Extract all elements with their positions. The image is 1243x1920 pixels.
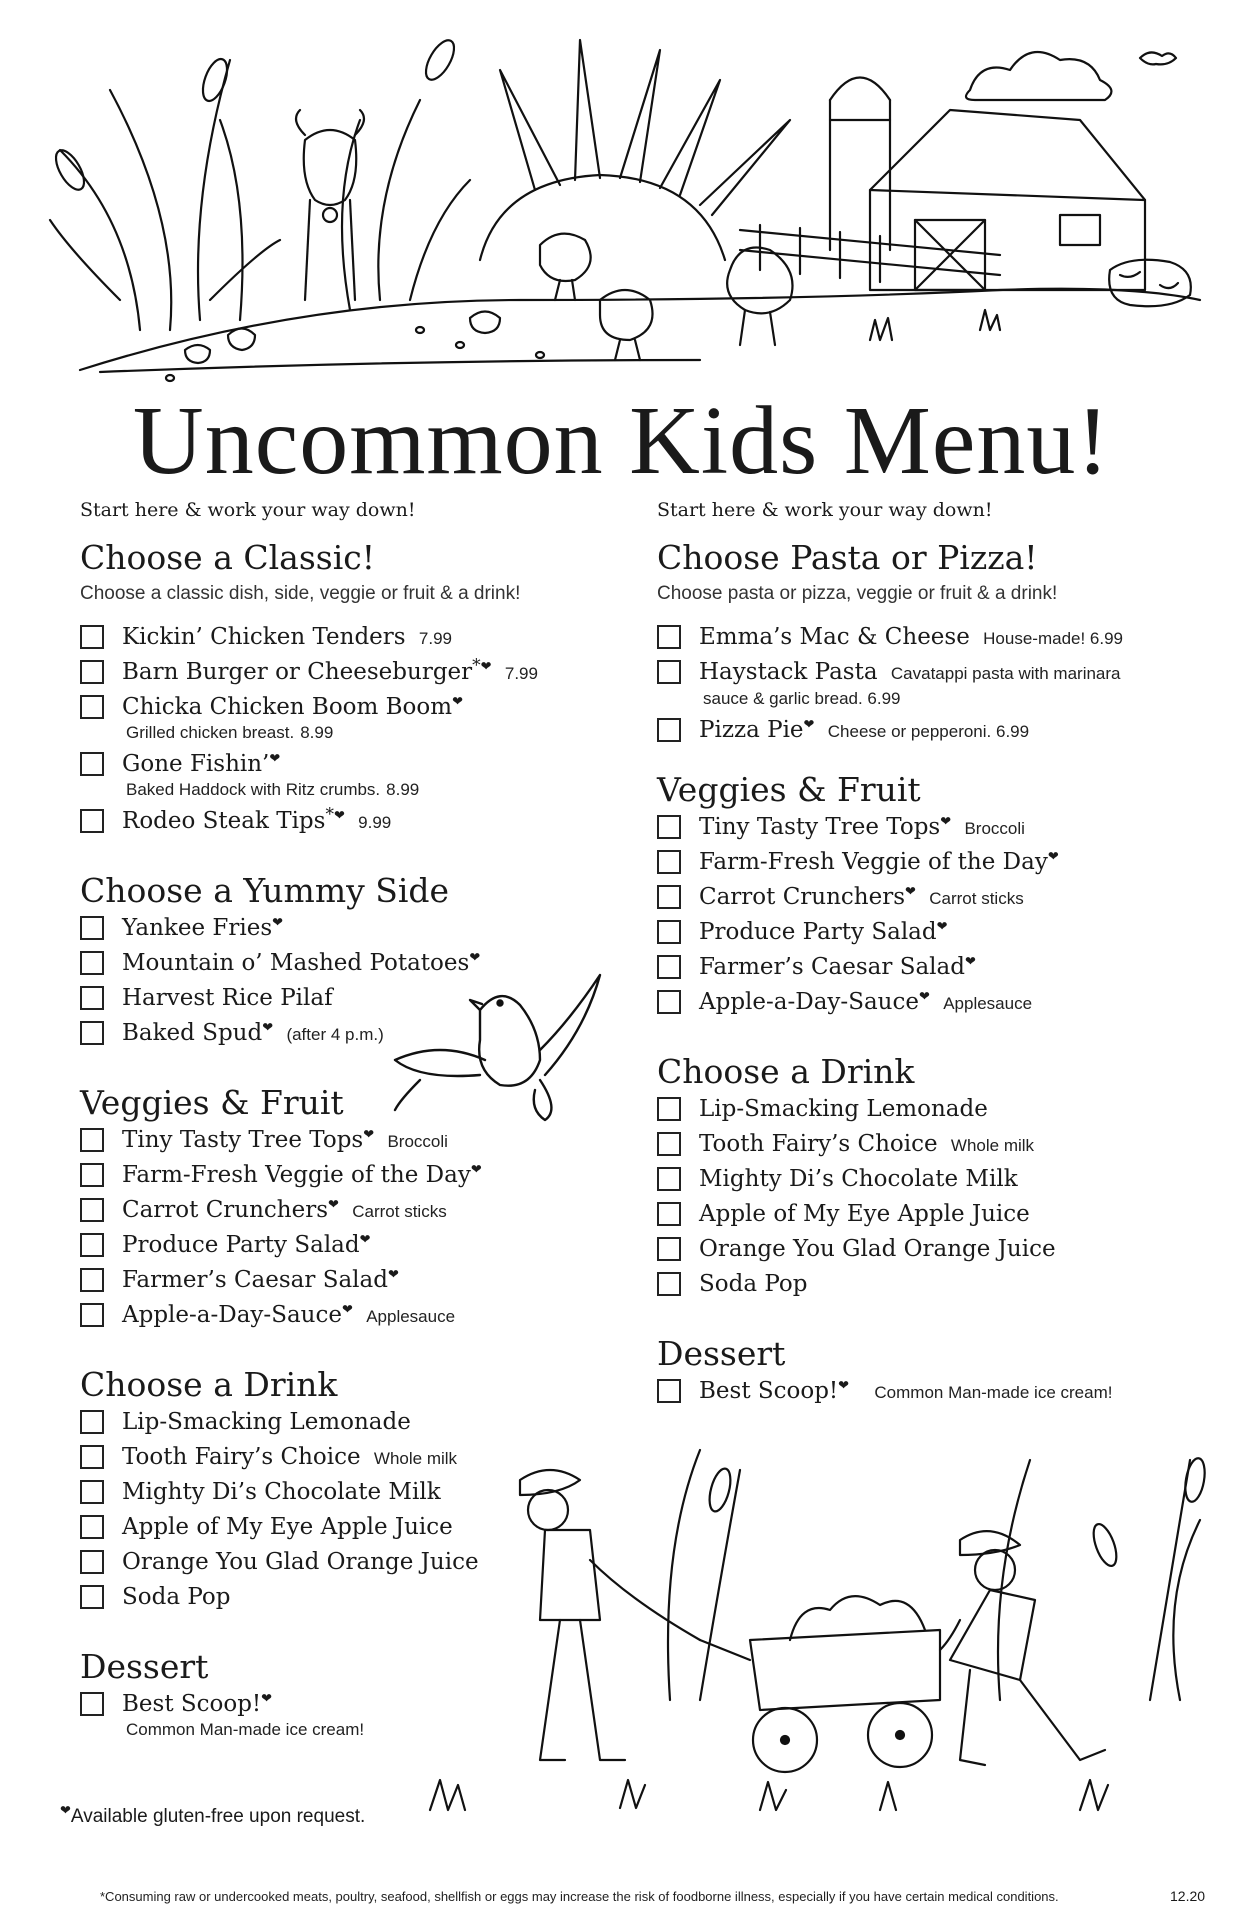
menu-item <box>80 1511 580 1546</box>
order-checkbox[interactable] <box>80 1585 104 1609</box>
order-checkbox[interactable] <box>657 955 681 979</box>
menu-item <box>80 621 580 656</box>
item-description: House-made! 6.99 <box>983 629 1124 648</box>
item-name: Baked Spud <box>122 1020 263 1046</box>
order-checkbox[interactable] <box>80 916 104 940</box>
gluten-free-heart-icon: ❤ <box>940 814 952 830</box>
drink-list <box>657 1093 1197 1303</box>
item-name: Apple-a-Day-Sauce <box>122 1302 342 1328</box>
item-name: Soda Pop <box>122 1584 231 1610</box>
food-safety-disclaimer: *Consuming raw or undercooked meats, poultry, seafood, shellfish or eggs may increase the risk of foodborne illness, especially if you have certain medical conditions. <box>100 1889 1059 1904</box>
order-checkbox[interactable] <box>80 1021 104 1045</box>
order-checkbox[interactable] <box>657 990 681 1014</box>
menu-item <box>657 951 1197 986</box>
left-intro-text: Start here & work your way down! <box>80 499 416 521</box>
drink-section-title: Choose a Drink <box>657 1052 915 1091</box>
right-intro-text: Start here & work your way down! <box>657 499 993 521</box>
menu-item <box>657 1128 1197 1163</box>
menu-item <box>657 846 1197 881</box>
item-name: Farm-Fresh Veggie of the Day <box>122 1162 471 1188</box>
item-name: Chicka Chicken Boom Boom <box>122 694 453 720</box>
menu-item <box>80 1299 580 1334</box>
item-name: Pizza Pie <box>699 717 804 743</box>
menu-item <box>80 1581 580 1616</box>
item-name: Best Scoop! <box>122 1691 262 1717</box>
item-name: Apple of My Eye Apple Juice <box>122 1514 453 1540</box>
menu-item <box>657 986 1197 1021</box>
raw-warning-asterisk: * <box>472 655 481 676</box>
gluten-free-note <box>60 1802 366 1828</box>
menu-item <box>80 1264 580 1299</box>
item-name: Best Scoop! <box>699 1378 839 1404</box>
item-price: 8.99 <box>386 780 420 799</box>
item-name: Tooth Fairy’s Choice <box>122 1444 361 1470</box>
item-description: Common Man-made ice cream! <box>126 1720 365 1739</box>
menu-item <box>657 1093 1197 1128</box>
item-description: Broccoli <box>387 1132 448 1151</box>
sun-rays-icon <box>500 40 790 215</box>
spotted-cow-icon <box>1109 260 1191 306</box>
farm-header-illustration <box>0 0 1243 390</box>
menu-item <box>80 1124 580 1159</box>
order-checkbox[interactable] <box>80 660 104 684</box>
menu-item <box>657 656 1197 714</box>
menu-item <box>80 1229 580 1264</box>
order-checkbox[interactable] <box>80 1233 104 1257</box>
item-price: 8.99 <box>300 723 334 742</box>
gluten-free-heart-icon: ❤ <box>936 919 948 935</box>
order-checkbox[interactable] <box>80 1128 104 1152</box>
order-checkbox[interactable] <box>80 1410 104 1434</box>
gluten-free-heart-icon: ❤ <box>480 659 492 675</box>
item-name: Tooth Fairy’s Choice <box>699 1131 938 1157</box>
order-checkbox[interactable] <box>657 660 681 684</box>
item-description: Applesauce <box>943 994 1033 1013</box>
menu-item <box>80 947 580 982</box>
order-checkbox[interactable] <box>657 1097 681 1121</box>
silo-icon <box>830 78 890 251</box>
item-price: 9.99 <box>358 813 392 832</box>
pasta-section-title: Choose Pasta or Pizza! <box>657 538 1038 577</box>
item-description: Applesauce <box>366 1307 456 1326</box>
item-name: Gone Fishin’ <box>122 751 270 777</box>
classic-section-title: Choose a Classic! <box>80 538 376 577</box>
item-description: Grilled chicken breast. <box>126 723 295 742</box>
gluten-free-heart-icon: ❤ <box>269 751 281 767</box>
gluten-free-heart-icon: ❤ <box>333 808 345 824</box>
raw-warning-asterisk: * <box>325 804 334 825</box>
item-name: Farm-Fresh Veggie of the Day <box>699 849 1048 875</box>
gluten-free-heart-icon: ❤ <box>964 954 976 970</box>
menu-item <box>657 811 1197 846</box>
gluten-free-heart-icon: ❤ <box>363 1127 375 1143</box>
item-name: Mighty Di’s Chocolate Milk <box>122 1479 441 1505</box>
menu-item <box>80 1017 580 1052</box>
item-name: Apple-a-Day-Sauce <box>699 989 919 1015</box>
menu-version-code: 12.20 <box>1170 1888 1206 1904</box>
menu-item <box>80 1441 580 1476</box>
item-name: Lip-Smacking Lemonade <box>699 1096 988 1122</box>
gluten-free-heart-icon: ❤ <box>803 717 815 733</box>
order-checkbox[interactable] <box>80 951 104 975</box>
wagon-icon <box>700 1596 940 1772</box>
order-checkbox[interactable] <box>80 1198 104 1222</box>
gluten-free-heart-icon: ❤ <box>359 1232 371 1248</box>
item-description: Common Man-made ice cream! <box>874 1383 1113 1402</box>
item-name: Harvest Rice Pilaf <box>122 985 333 1011</box>
order-checkbox[interactable] <box>657 1237 681 1261</box>
corn-stalks-bottom-icon <box>668 1450 1208 1700</box>
item-name: Apple of My Eye Apple Juice <box>699 1201 1030 1227</box>
gluten-free-heart-icon: ❤ <box>341 1302 353 1318</box>
order-checkbox[interactable] <box>80 1515 104 1539</box>
item-name: Carrot Crunchers <box>122 1197 329 1223</box>
order-checkbox[interactable] <box>657 625 681 649</box>
small-bird-icon <box>1140 52 1176 64</box>
gluten-free-heart-icon: ❤ <box>328 1197 339 1213</box>
veggies-section-title: Veggies & Fruit <box>80 1083 344 1122</box>
veggies-list <box>80 1124 580 1334</box>
order-checkbox[interactable] <box>80 625 104 649</box>
order-checkbox[interactable] <box>657 1379 681 1403</box>
item-name: Produce Party Salad <box>699 919 937 945</box>
menu-item <box>657 1375 1197 1410</box>
order-checkbox[interactable] <box>657 1202 681 1226</box>
item-name: Soda Pop <box>699 1271 808 1297</box>
item-name: Tiny Tasty Tree Tops <box>122 1127 364 1153</box>
cow-icon <box>296 110 364 300</box>
gluten-free-heart-icon: ❤ <box>452 694 463 710</box>
side-section-title: Choose a Yummy Side <box>80 871 450 910</box>
item-description-continued: sauce & garlic bread. 6.99 <box>703 689 901 708</box>
gluten-free-heart-icon: ❤ <box>387 1267 399 1283</box>
item-name: Produce Party Salad <box>122 1232 360 1258</box>
grass-icon <box>430 1780 1108 1810</box>
menu-item <box>657 1268 1197 1303</box>
pasta-section-subtitle: Choose pasta or pizza, veggie or fruit & a drink! <box>657 583 1058 604</box>
item-price: 7.99 <box>504 664 538 683</box>
gluten-free-heart-icon: ❤ <box>261 1691 273 1707</box>
barn-icon <box>870 110 1145 290</box>
item-name: Orange You Glad Orange Juice <box>699 1236 1056 1262</box>
order-checkbox[interactable] <box>80 1550 104 1574</box>
menu-item <box>80 1159 580 1194</box>
order-checkbox[interactable] <box>80 752 104 776</box>
item-name: Emma’s Mac & Cheese <box>699 624 970 650</box>
dessert-section-title: Dessert <box>80 1647 209 1686</box>
item-description: Whole milk <box>950 1136 1035 1155</box>
order-checkbox[interactable] <box>657 920 681 944</box>
menu-item <box>657 621 1197 656</box>
gluten-free-heart-icon: ❤ <box>262 1020 274 1036</box>
menu-item <box>80 805 580 840</box>
classic-section-subtitle: Choose a classic dish, side, veggie or fruit & a drink! <box>80 583 521 604</box>
order-checkbox[interactable] <box>80 1303 104 1327</box>
item-name: Barn Burger or Cheeseburger <box>122 659 473 685</box>
item-name: Lip-Smacking Lemonade <box>122 1409 411 1435</box>
menu-item <box>80 748 580 805</box>
item-description: Cheese or pepperoni. 6.99 <box>827 722 1030 741</box>
item-name: Kickin’ Chicken Tenders <box>122 624 406 650</box>
grass-icon <box>870 310 1000 340</box>
menu-item <box>657 1198 1197 1233</box>
boy-pushing-wagon-icon <box>940 1531 1105 1765</box>
order-checkbox[interactable] <box>80 1268 104 1292</box>
order-checkbox[interactable] <box>80 809 104 833</box>
menu-item <box>80 1194 580 1229</box>
menu-item <box>657 881 1197 916</box>
order-checkbox[interactable] <box>80 1480 104 1504</box>
menu-item <box>80 1476 580 1511</box>
cloud-icon <box>966 52 1111 100</box>
menu-item <box>80 1688 580 1745</box>
item-name: Rodeo Steak Tips <box>122 808 326 834</box>
item-name: Orange You Glad Orange Juice <box>122 1549 479 1575</box>
item-price: 7.99 <box>418 629 452 648</box>
order-checkbox[interactable] <box>657 718 681 742</box>
order-checkbox[interactable] <box>657 850 681 874</box>
item-name: Mountain o’ Mashed Potatoes <box>122 950 470 976</box>
item-name: Farmer’s Caesar Salad <box>122 1267 388 1293</box>
menu-item <box>80 1546 580 1581</box>
menu-item <box>80 912 580 947</box>
classic-list <box>80 621 580 840</box>
order-checkbox[interactable] <box>657 815 681 839</box>
item-description: Carrot sticks <box>352 1202 447 1221</box>
item-name: Tiny Tasty Tree Tops <box>699 814 941 840</box>
gluten-free-note-text: Available gluten-free upon request. <box>70 1806 366 1827</box>
gluten-free-heart-icon: ❤ <box>918 989 930 1005</box>
item-name: Farmer’s Caesar Salad <box>699 954 965 980</box>
menu-item <box>80 691 580 748</box>
menu-item <box>657 916 1197 951</box>
menu-item <box>657 1233 1197 1268</box>
order-checkbox[interactable] <box>80 1692 104 1716</box>
order-checkbox[interactable] <box>80 1163 104 1187</box>
item-description: Carrot sticks <box>929 889 1024 908</box>
corn-stalks-left-icon <box>50 36 470 330</box>
page-title: Uncommon Kids Menu! <box>132 387 1111 495</box>
item-description: Baked Haddock with Ritz crumbs. <box>126 780 381 799</box>
dessert-list <box>657 1375 1197 1410</box>
item-name: Mighty Di’s Chocolate Milk <box>699 1166 1018 1192</box>
menu-item <box>80 982 580 1017</box>
item-description: Whole milk <box>373 1449 458 1468</box>
side-list <box>80 912 580 1052</box>
gluten-free-heart-icon: ❤ <box>60 1802 71 1818</box>
left-menu-column <box>80 497 580 1745</box>
item-name: Yankee Fries <box>122 915 273 941</box>
pasta-list <box>657 621 1197 749</box>
gluten-free-heart-icon: ❤ <box>1047 849 1059 865</box>
gluten-free-heart-icon: ❤ <box>469 950 481 966</box>
gluten-free-heart-icon: ❤ <box>905 884 916 900</box>
dessert-list <box>80 1688 580 1745</box>
item-description: (after 4 p.m.) <box>286 1025 384 1044</box>
veggies-list <box>657 811 1197 1021</box>
item-name: Carrot Crunchers <box>699 884 906 910</box>
dessert-section-title: Dessert <box>657 1334 786 1373</box>
drink-section-title: Choose a Drink <box>80 1365 338 1404</box>
order-checkbox[interactable] <box>80 1445 104 1469</box>
order-checkbox[interactable] <box>657 885 681 909</box>
menu-item <box>657 1163 1197 1198</box>
menu-item <box>80 1406 580 1441</box>
order-checkbox[interactable] <box>657 1132 681 1156</box>
menu-item <box>80 656 580 691</box>
order-checkbox[interactable] <box>80 986 104 1010</box>
menu-item <box>657 714 1197 749</box>
veggies-section-title: Veggies & Fruit <box>657 770 921 809</box>
seed-dots-icon <box>166 327 544 381</box>
right-menu-column <box>657 497 1197 1410</box>
drink-list <box>80 1406 580 1616</box>
item-description: Cavatappi pasta with marinara <box>890 664 1121 683</box>
order-checkbox[interactable] <box>80 695 104 719</box>
gluten-free-heart-icon: ❤ <box>272 915 284 931</box>
order-checkbox[interactable] <box>657 1272 681 1296</box>
gluten-free-heart-icon: ❤ <box>470 1162 482 1178</box>
order-checkbox[interactable] <box>657 1167 681 1191</box>
item-description: Broccoli <box>964 819 1025 838</box>
sun-icon <box>480 175 725 260</box>
gluten-free-heart-icon: ❤ <box>838 1378 850 1394</box>
item-name: Haystack Pasta <box>699 659 878 685</box>
